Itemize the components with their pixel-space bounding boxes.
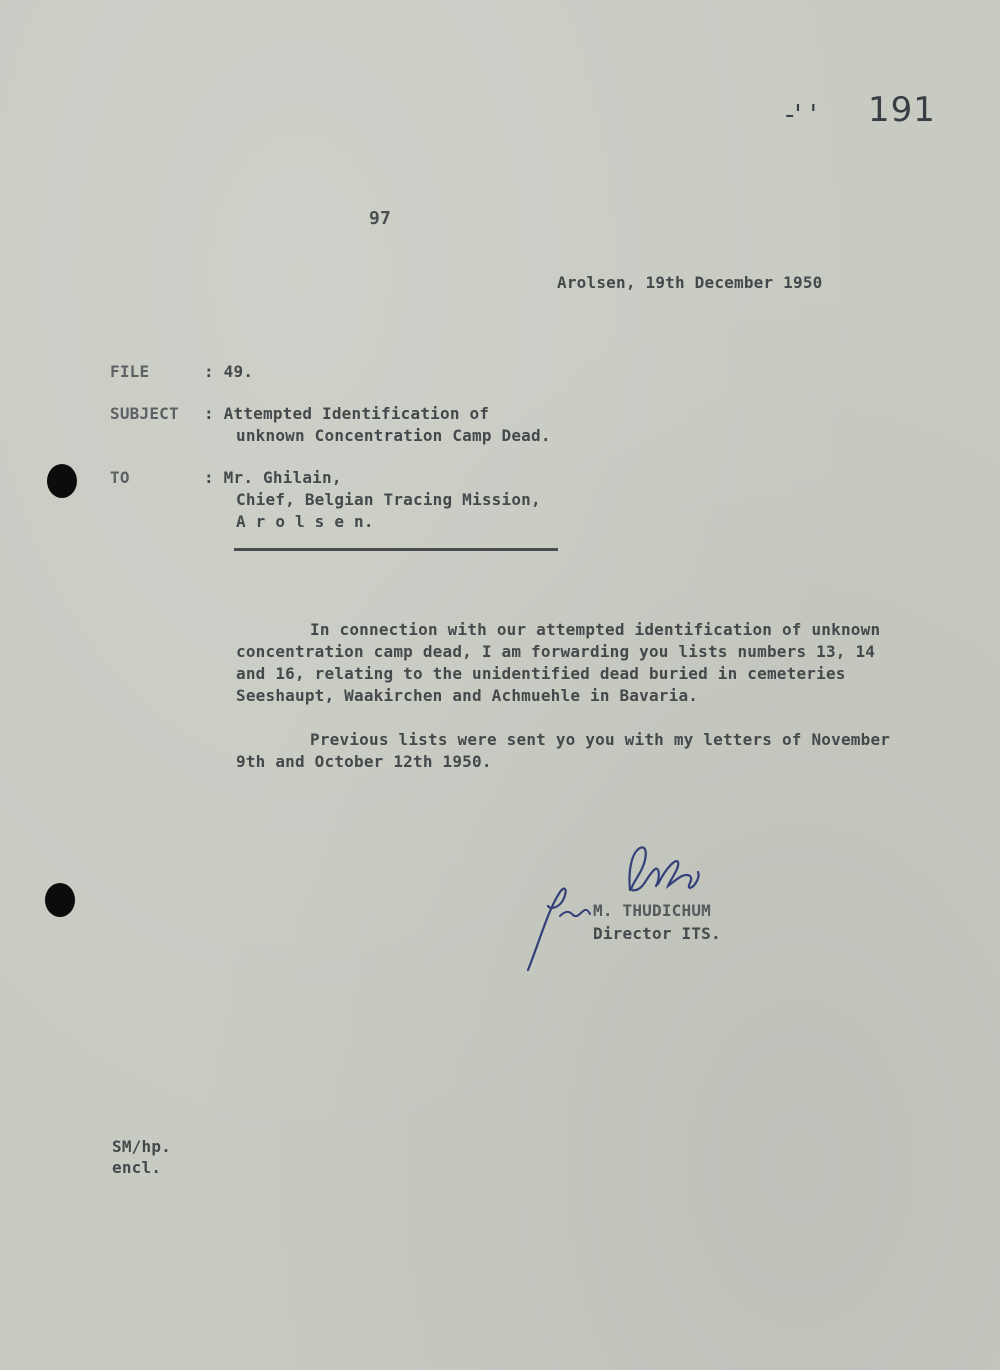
- subject-line-1: : Attempted Identification of: [204, 404, 490, 423]
- file-label: FILE: [110, 362, 150, 381]
- signatory-title: Director ITS.: [593, 924, 721, 943]
- body-p2-line-2: 9th and October 12th 1950.: [236, 752, 492, 771]
- body-p1-line-1: In connection with our attempted identification of unknown: [310, 620, 881, 639]
- archive-mark: -' ': [785, 100, 817, 130]
- subject-line-2: unknown Concentration Camp Dead.: [236, 426, 551, 445]
- punch-hole-top: [47, 464, 77, 498]
- body-p1-line-4: Seeshaupt, Waakirchen and Achmuehle in Bavaria.: [236, 686, 699, 705]
- header-divider: [234, 548, 558, 551]
- page-number: 97: [369, 208, 392, 229]
- body-p1-line-2: concentration camp dead, I am forwarding you lists numbers 13, 14: [236, 642, 876, 661]
- to-line-1: : Mr. Ghilain,: [204, 468, 342, 487]
- signatory-name: M. THUDICHUM: [593, 901, 711, 920]
- to-label: TO: [110, 468, 130, 487]
- enclosure-note: encl.: [112, 1158, 162, 1177]
- dateline: Arolsen, 19th December 1950: [557, 273, 823, 292]
- body-p1-line-3: and 16, relating to the unidentified dead buried in cemeteries: [236, 664, 846, 683]
- archive-number: 191: [868, 90, 936, 130]
- subject-label: SUBJECT: [110, 404, 179, 423]
- to-line-3: A r o l s e n.: [236, 512, 374, 531]
- reference-initials: SM/hp.: [112, 1137, 171, 1156]
- punch-hole-bottom: [45, 883, 75, 917]
- to-line-2: Chief, Belgian Tracing Mission,: [236, 490, 541, 509]
- body-p2-line-1: Previous lists were sent yo you with my letters of November: [310, 730, 891, 749]
- file-value: : 49.: [204, 362, 254, 381]
